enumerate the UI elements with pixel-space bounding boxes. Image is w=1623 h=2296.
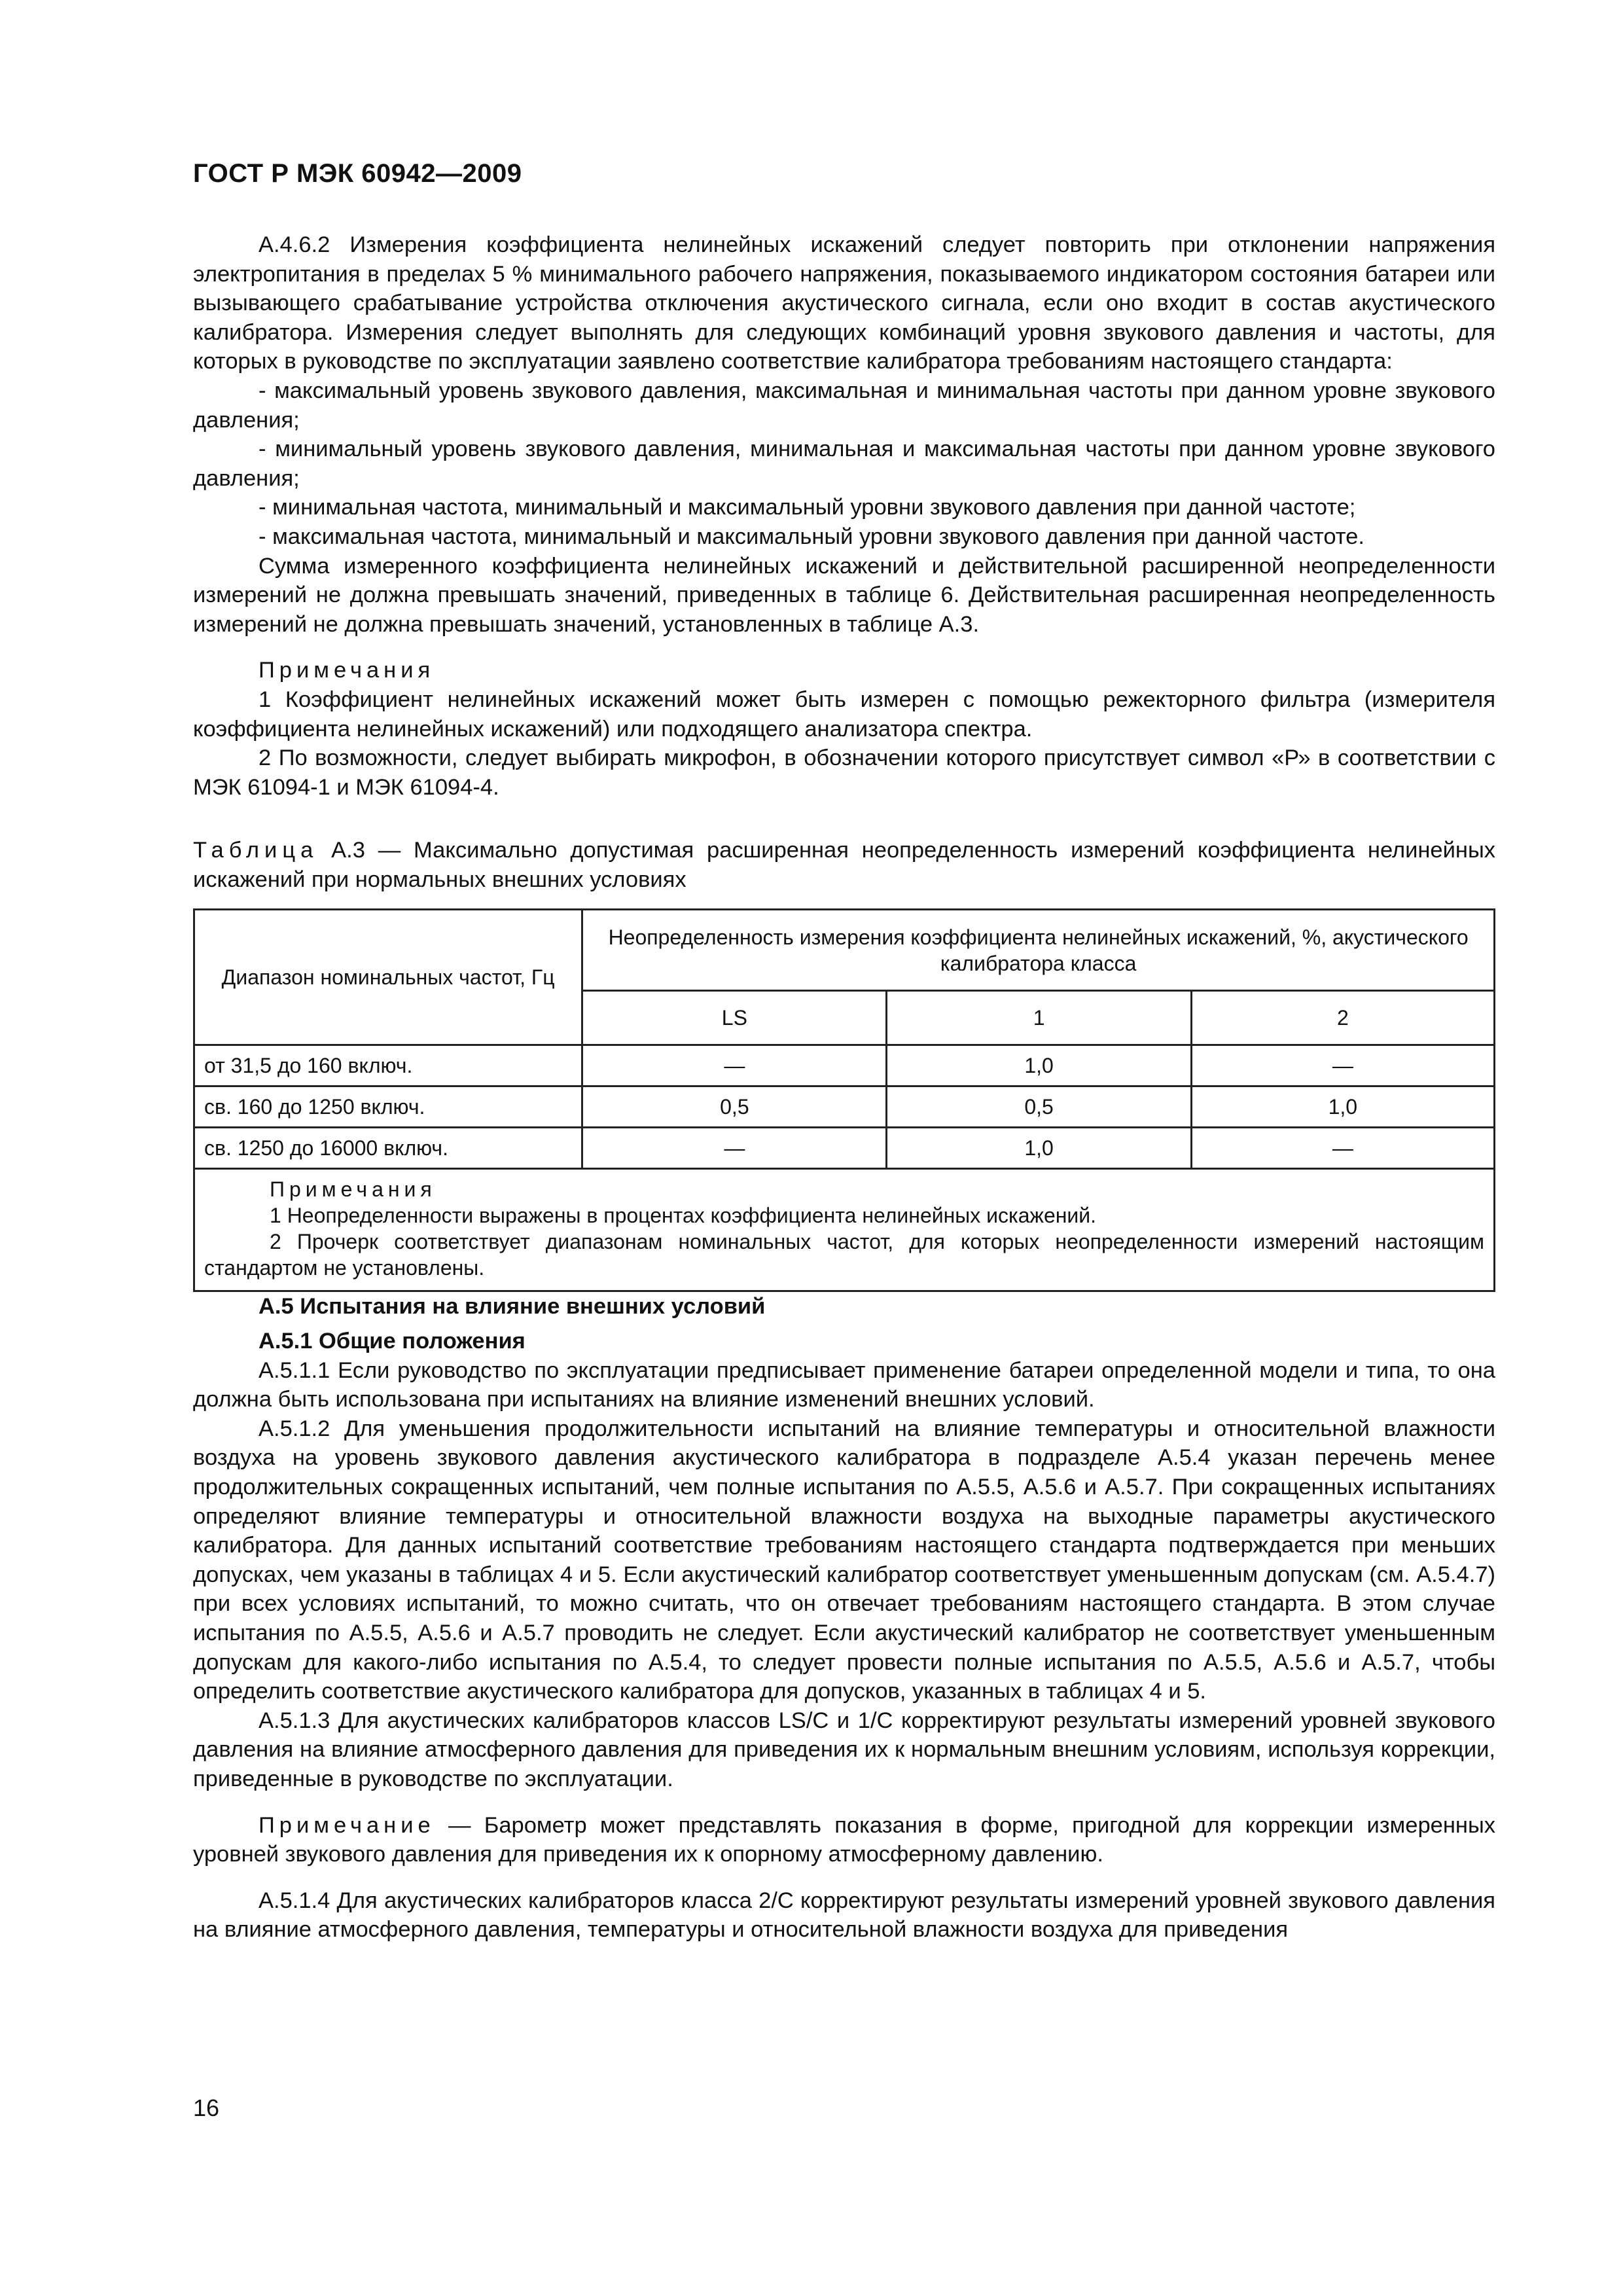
heading-a5: А.5 Испытания на влияние внешних условий [259, 1294, 766, 1319]
paragraph-a511: А.5.1.1 Если руководство по эксплуатации предписывает применение батареи определенной модели и типа, то она должна быть использована при испытаниях на влияние изменений внешних условий. [193, 1357, 1495, 1412]
header-class-ls: LS [582, 990, 887, 1045]
paragraph-sum: Сумма измеренного коэффициента нелинейных искажений и действительной расширенной неопределенности измерений не должна превышать значений, приведенных в таблице 6. Действительная расширенная неопределенность измерений не должна превышать значений, установленных в таблице А.3. [193, 553, 1495, 637]
note-1: 1 Коэффициент нелинейных искажений может быть измерен с помощью режекторного фильтра (измерителя коэффициента нелинейных искажений) или подходящего анализатора спектра. [193, 687, 1495, 742]
header-class-2: 2 [1191, 990, 1494, 1045]
table-notes-heading [204, 1176, 1484, 1202]
cell-range: св. 1250 до 16000 включ. [194, 1128, 582, 1169]
list-item: - максимальная частота, минимальный и максимальный уровни звукового давления при данной частоте. [259, 524, 1364, 549]
cell-range: от 31,5 до 160 включ. [194, 1045, 582, 1086]
note-2: 2 По возможности, следует выбирать микрофон, в обозначении которого присутствует символ «Р» в соответствии с МЭК 61094-1 и МЭК 61094-4. [193, 745, 1495, 800]
document-body [193, 230, 1495, 1945]
paragraph-a512: А.5.1.2 Для уменьшения продолжительности испытаний на влияние температуры и относительной влажности воздуха на уровень звукового давления акустического калибратора в подразделе А.5.4 указан перечень менее продолжительных сокращенных испытаний, чем полные испытания по А.5.5, А.5.6 и А.5.7. При сокращенных испытаниях определяют влияние температуры и относительной влажности воздуха на выходные параметры акустического калибратора. Для данных испытаний соответствие требованиям настоящего стандарта подтверждается при меньших допусках, чем указаны в таблицах 4 и 5. Если акустический калибратор соответствует уменьшенным допускам (см. А.5.4.7) при всех условиях испытаний, то можно считать, что он отвечает требованиям настоящего стандарта. В этом случае испытания по А.5.5, А.5.6 и А.5.7 проводить не следует. Если акустический калибратор не соответствует уменьшенным допускам для какого-либо испытания по А.5.4, то следует провести полные испытания по А.5.5, А.5.6 и А.5.7, чтобы определить соответствие акустического калибратора для допусков, указанных в таблицах 4 и 5. [193, 1416, 1495, 1704]
header-uncertainty: Неопределенность измерения коэффициента нелинейных искажений, %, акустического калибратора класса [582, 910, 1495, 990]
header-range: Диапазон номинальных частот, Гц [194, 910, 582, 1045]
notes-heading [193, 656, 1495, 685]
table-caption-label: Таблица [193, 838, 319, 863]
cell-class2: — [1191, 1045, 1494, 1086]
table-row [194, 1086, 1495, 1128]
cell-ls: 0,5 [582, 1086, 887, 1128]
cell-class2: — [1191, 1128, 1494, 1169]
barometer-note [193, 1811, 1495, 1869]
list-item: - минимальная частота, минимальный и максимальный уровни звукового давления при данной частоте; [259, 495, 1356, 520]
document-page [193, 0, 1495, 2296]
list-item: - минимальный уровень звукового давления, минимальная и максимальная частоты при данном уровне звукового давления; [193, 437, 1495, 491]
table-caption [193, 836, 1495, 894]
cell-ls: — [582, 1045, 887, 1086]
table-row [194, 1128, 1495, 1169]
barometer-note-text: — Барометр может представлять показания в форме, пригодной для коррекции измеренных уровней звукового давления для приведения их к опорному атмосферному давлению. [193, 1812, 1495, 1867]
cell-class2: 1,0 [1191, 1086, 1494, 1128]
table-notes-label: Примечания [270, 1177, 437, 1202]
table-caption-text: А.3 — Максимально допустимая расширенная неопределенность измерений коэффициента нелинейных искажений при нормальных внешних условиях [193, 838, 1495, 892]
cell-range: св. 160 до 1250 включ. [194, 1086, 582, 1128]
cell-class1: 1,0 [887, 1128, 1191, 1169]
cell-class1: 1,0 [887, 1045, 1191, 1086]
paragraph-a514: А.5.1.4 Для акустических калибраторов класса 2/C корректируют результаты измерений уровней звукового давления на влияние атмосферного давления, температуры и относительной влажности воздуха для приведения [193, 1888, 1495, 1943]
notes-label: Примечания [259, 658, 435, 683]
table-note-2: 2 Прочерк соответствует диапазонам номинальных частот, для которых неопределенности измерений настоящим стандартом не установлены. [204, 1230, 1484, 1280]
paragraph-a513: А.5.1.3 Для акустических калибраторов классов LS/C и 1/C корректируют результаты измерений уровней звукового давления на влияние атмосферного давления для приведения их к нормальным внешним условиям, используя коррекции, приведенные в руководстве по эксплуатации. [193, 1708, 1495, 1791]
table-note-1: 1 Неопределенности выражены в процентах коэффициента нелинейных искажений. [270, 1204, 1097, 1228]
barometer-note-label: Примечание [259, 1812, 435, 1838]
table-notes [194, 1169, 1495, 1291]
header-class-1: 1 [887, 990, 1191, 1045]
paragraph-a462: А.4.6.2 Измерения коэффициента нелинейных искажений следует повторить при отклонении напряжения электропитания в пределах 5 % минимального рабочего напряжения, показываемого индикатором состояния батареи или вызывающего срабатывание устройства отключения акустического сигнала, если оно входит в состав акустического калибратора. Измерения следует выполнять для следующих комбинаций уровня звукового давления и частоты, для которых в руководстве по эксплуатации заявлено соответствие калибратора требованиям настоящего стандарта: [193, 232, 1495, 374]
cell-ls: — [582, 1128, 887, 1169]
list-item: - максимальный уровень звукового давления, максимальная и минимальная частоты при данном уровне звукового давления; [193, 378, 1495, 433]
cell-class1: 0,5 [887, 1086, 1191, 1128]
heading-a51: А.5.1 Общие положения [259, 1329, 526, 1354]
table-a3 [193, 908, 1495, 1292]
document-header: ГОСТ Р МЭК 60942—2009 [193, 159, 522, 188]
table-row [194, 1045, 1495, 1086]
page-number: 16 [193, 2094, 220, 2121]
